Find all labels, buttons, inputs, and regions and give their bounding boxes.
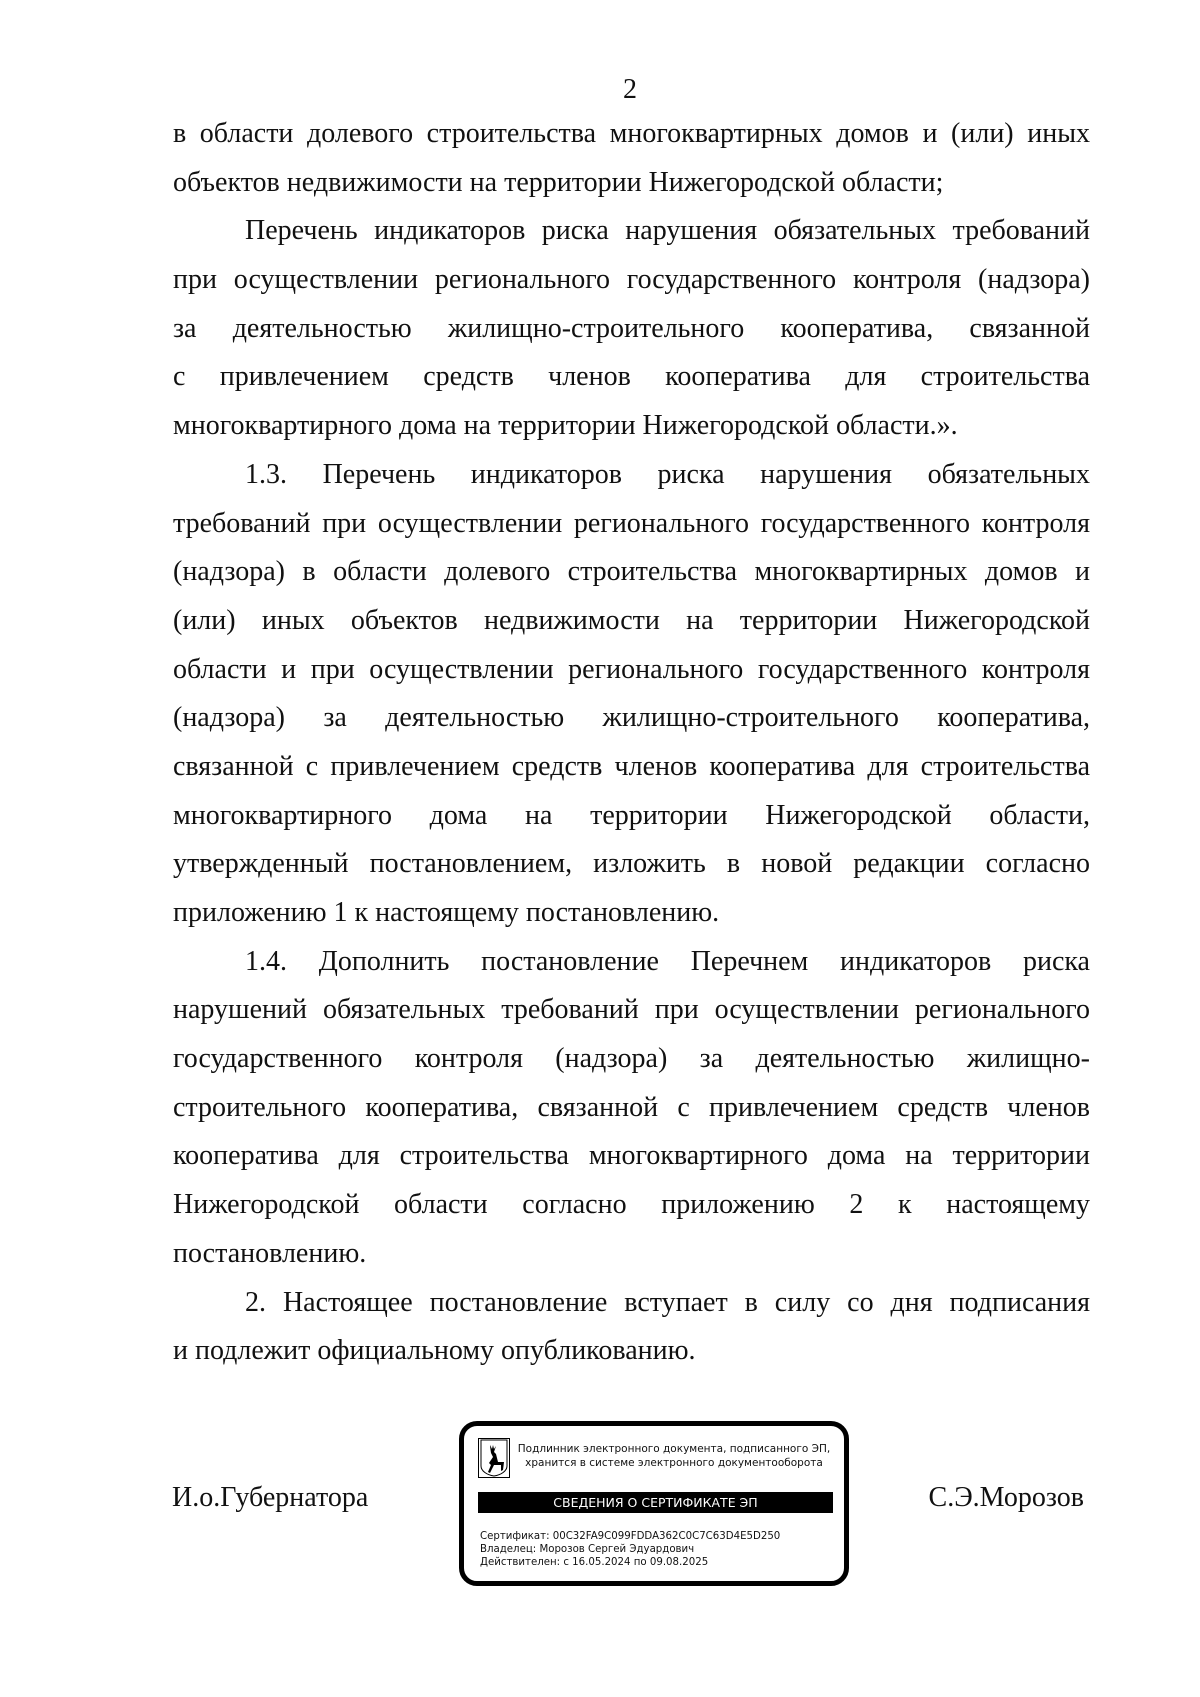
text-line: Перечень индикаторов риска нарушения обязательных требований bbox=[245, 215, 1090, 247]
stamp-owner: Владелец: Морозов Сергей Эдуардович bbox=[480, 1544, 695, 1555]
paragraph bbox=[173, 1279, 1090, 1376]
electronic-signature-stamp bbox=[459, 1421, 849, 1586]
text-line: связанной с привлечением средств членов кооператива для строительства bbox=[173, 750, 1090, 782]
text-line: требований при осуществлении регионального государственного контроля bbox=[173, 507, 1090, 539]
text-line: государственного контроля (надзора) за деятельностью жилищно- bbox=[173, 1043, 1090, 1075]
text-line: нарушений обязательных требований при осуществлении регионального bbox=[173, 994, 1090, 1026]
paragraph bbox=[173, 451, 1090, 938]
text-line: при осуществлении регионального государственного контроля (надзора) bbox=[173, 264, 1090, 296]
text-line: (надзора) за деятельностью жилищно-строительного кооператива, bbox=[173, 702, 1090, 734]
text-line: Нижегородской области согласно приложению 2 к настоящему bbox=[173, 1189, 1090, 1221]
text-line: с привлечением средств членов кооператива для строительства bbox=[173, 361, 1090, 393]
stamp-validity: Действителен: с 16.05.2024 по 09.08.2025 bbox=[480, 1557, 709, 1568]
stamp-certificate: Сертификат: 00C32FA9C099FDDA362C0C7C63D4E5D250 bbox=[480, 1531, 781, 1542]
text-line: многоквартирного дома на территории Нижегородской области.». bbox=[173, 410, 958, 442]
text-line: за деятельностью жилищно-строительного кооператива, связанной bbox=[173, 312, 1090, 344]
text-line: 1.3. Перечень индикаторов риска нарушения обязательных bbox=[245, 458, 1090, 490]
text-line: постановлению. bbox=[173, 1237, 367, 1269]
paragraph bbox=[173, 110, 1090, 207]
text-line: кооператива для строительства многоквартирного дома на территории bbox=[173, 1140, 1090, 1172]
stamp-header-line1: Подлинник электронного документа, подписанного ЭП, bbox=[517, 1443, 831, 1455]
text-line: многоквартирного дома на территории Нижегородской области, bbox=[173, 799, 1090, 831]
text-line: утвержденный постановлением, изложить в новой редакции согласно bbox=[173, 848, 1090, 880]
signatory-name: С.Э.Морозов bbox=[928, 1482, 1084, 1513]
document-body bbox=[173, 110, 1090, 1376]
paragraph bbox=[173, 207, 1090, 450]
text-line: (или) иных объектов недвижимости на территории Нижегородской bbox=[173, 604, 1090, 636]
text-line: области и при осуществлении регионального государственного контроля bbox=[173, 653, 1090, 685]
text-line: приложению 1 к настоящему постановлению. bbox=[173, 897, 720, 928]
paragraph bbox=[173, 938, 1090, 1279]
stamp-header-line2: хранится в системе электронного документооборота bbox=[525, 1457, 823, 1469]
signatory-position: И.о.Губернатора bbox=[172, 1482, 369, 1513]
text-line: 1.4. Дополнить постановление Перечнем индикаторов риска bbox=[245, 945, 1090, 977]
text-line: в области долевого строительства многоквартирных домов и (или) иных bbox=[173, 118, 1090, 149]
text-line: строительного кооператива, связанной с привлечением средств членов bbox=[173, 1091, 1090, 1123]
text-line: 2. Настоящее постановление вступает в силу со дня подписания bbox=[245, 1286, 1090, 1318]
text-line: объектов недвижимости на территории Нижегородской области; bbox=[173, 166, 944, 198]
page-number: 2 bbox=[623, 74, 637, 105]
deer-crest-icon bbox=[478, 1438, 510, 1478]
text-line: (надзора) в области долевого строительства многоквартирных домов и bbox=[173, 556, 1090, 588]
text-line: и подлежит официальному опубликованию. bbox=[173, 1335, 696, 1367]
stamp-title: СВЕДЕНИЯ О СЕРТИФИКАТЕ ЭП bbox=[478, 1492, 833, 1513]
